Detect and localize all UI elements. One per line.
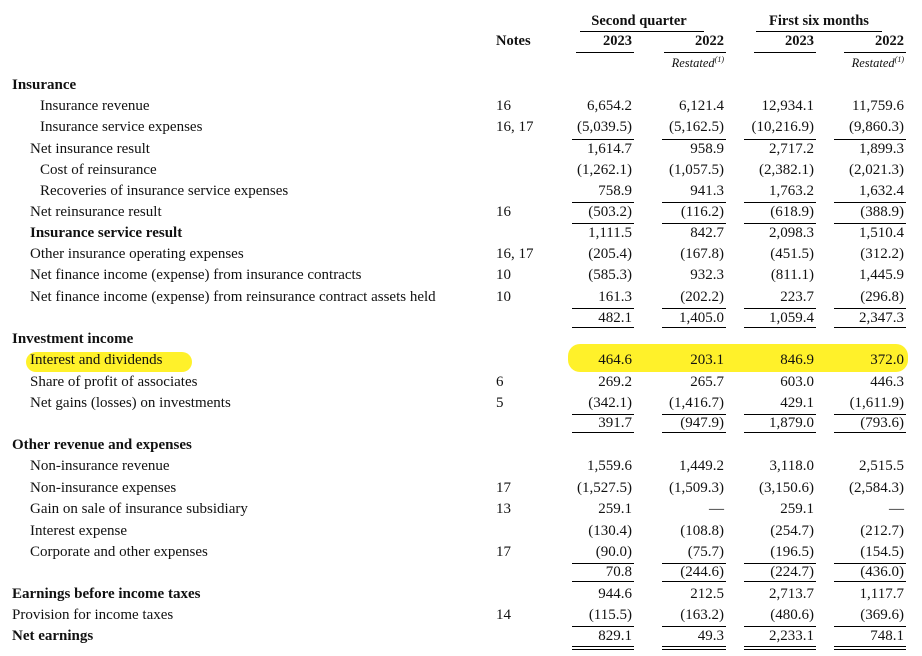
row-other-insurance-operating-expenses: Other insurance operating expenses 16, 17 (205.4) (167.8) (451.5) (312.2) <box>30 246 904 262</box>
row-interest-and-dividends: Interest and dividends 464.6 203.1 846.9 372.0 <box>30 352 904 368</box>
restated-label-h: Restated$^{(1)}$ <box>851 55 904 71</box>
total-rule <box>572 581 634 582</box>
section-insurance: Insurance <box>12 77 77 93</box>
row-net-insurance-result: Net insurance result 1,614.7 958.9 2,717.2 1,899.3 <box>30 141 904 157</box>
row-insurance-total: 482.1 1,405.0 1,059.4 2,347.3 <box>598 310 904 326</box>
double-rule <box>744 646 816 647</box>
total-rule <box>744 581 816 582</box>
row-interest-expense: Interest expense (130.4) (108.8) (254.7) (212.7) <box>30 523 904 539</box>
header-year-q-2022: 2022 <box>695 33 724 49</box>
total-rule <box>744 432 816 433</box>
row-corporate-other-expenses: Corporate and other expenses 17 (90.0) (75.7) (196.5) (154.5) <box>30 544 904 560</box>
header-second-quarter: Second quarter <box>591 13 687 29</box>
total-rule <box>744 327 816 328</box>
header-rule-c2 <box>664 52 726 53</box>
total-rule <box>662 327 726 328</box>
header-year-h-2023: 2023 <box>785 33 814 49</box>
row-insurance-revenue: Insurance revenue 16 6,654.2 6,121.4 12,934.1 11,759.6 <box>40 98 904 114</box>
double-rule <box>744 649 816 650</box>
double-rule <box>572 646 634 647</box>
row-earnings-before-taxes: Earnings before income taxes 944.6 212.5 2,713.7 1,117.7 <box>12 586 904 602</box>
total-rule <box>834 581 906 582</box>
row-net-earnings: Net earnings 829.1 49.3 2,233.1 748.1 <box>12 628 904 644</box>
header-first-six-months: First six months <box>769 13 869 29</box>
total-rule <box>572 327 634 328</box>
row-net-gains-investments: Net gains (losses) on investments 5 (342.1) (1,416.7) 429.1 (1,611.9) <box>30 395 904 411</box>
total-rule <box>662 432 726 433</box>
double-rule <box>834 649 906 650</box>
header-notes: Notes <box>496 33 531 49</box>
row-net-finance-insurance-contracts: Net finance income (expense) from insurance contracts 10 (585.3) 932.3 (811.1) 1,445.9 <box>30 267 904 283</box>
section-other-revenue-expenses: Other revenue and expenses <box>12 437 192 453</box>
row-net-finance-reinsurance-assets: Net finance income (expense) from reinsurance contract assets held 10 161.3 (202.2) 223.7 (296.8) <box>30 289 904 305</box>
row-cost-of-reinsurance: Cost of reinsurance (1,262.1) (1,057.5) (2,382.1) (2,021.3) <box>40 162 904 178</box>
row-investment-total: 391.7 (947.9) 1,879.0 (793.6) <box>598 415 904 431</box>
section-investment-income: Investment income <box>12 331 134 347</box>
row-recoveries-reinsurance: Recoveries of insurance service expenses 758.9 941.3 1,763.2 1,632.4 <box>40 183 904 199</box>
header-rule-c4 <box>844 52 906 53</box>
total-rule <box>834 432 906 433</box>
double-rule <box>834 646 906 647</box>
double-rule <box>662 649 726 650</box>
total-rule <box>834 327 906 328</box>
row-provision-income-taxes: Provision for income taxes 14 (115.5) (163.2) (480.6) (369.6) <box>12 607 904 623</box>
header-rule-c1 <box>576 52 634 53</box>
total-rule <box>662 581 726 582</box>
header-first-six-months-rule <box>756 31 882 32</box>
row-insurance-service-expenses: Insurance service expenses 16, 17 (5,039.5) (5,162.5) (10,216.9) (9,860.3) <box>40 119 904 135</box>
header-year-q-2023: 2023 <box>603 33 632 49</box>
row-insurance-service-result: Insurance service result 1,111.5 842.7 2,098.3 1,510.4 <box>30 225 904 241</box>
restated-label-q: Restated$^{(1)}$ <box>671 55 724 71</box>
row-gain-on-sale-subsidiary: Gain on sale of insurance subsidiary 13 259.1 — 259.1 — <box>30 501 904 517</box>
header-year-h-2022: 2022 <box>875 33 904 49</box>
header-rule-c3 <box>754 52 816 53</box>
double-rule <box>662 646 726 647</box>
row-share-of-profit-associates: Share of profit of associates 6 269.2 265.7 603.0 446.3 <box>30 374 904 390</box>
total-rule <box>572 432 634 433</box>
row-non-insurance-revenue: Non-insurance revenue 1,559.6 1,449.2 3,118.0 2,515.5 <box>30 458 904 474</box>
header-second-quarter-rule <box>580 31 704 32</box>
double-rule <box>572 649 634 650</box>
row-other-total: 70.8 (244.6) (224.7) (436.0) <box>605 564 904 580</box>
row-non-insurance-expenses: Non-insurance expenses 17 (1,527.5) (1,509.3) (3,150.6) (2,584.3) <box>30 480 904 496</box>
row-net-reinsurance-result: Net reinsurance result 16 (503.2) (116.2) (618.9) (388.9) <box>30 204 904 220</box>
